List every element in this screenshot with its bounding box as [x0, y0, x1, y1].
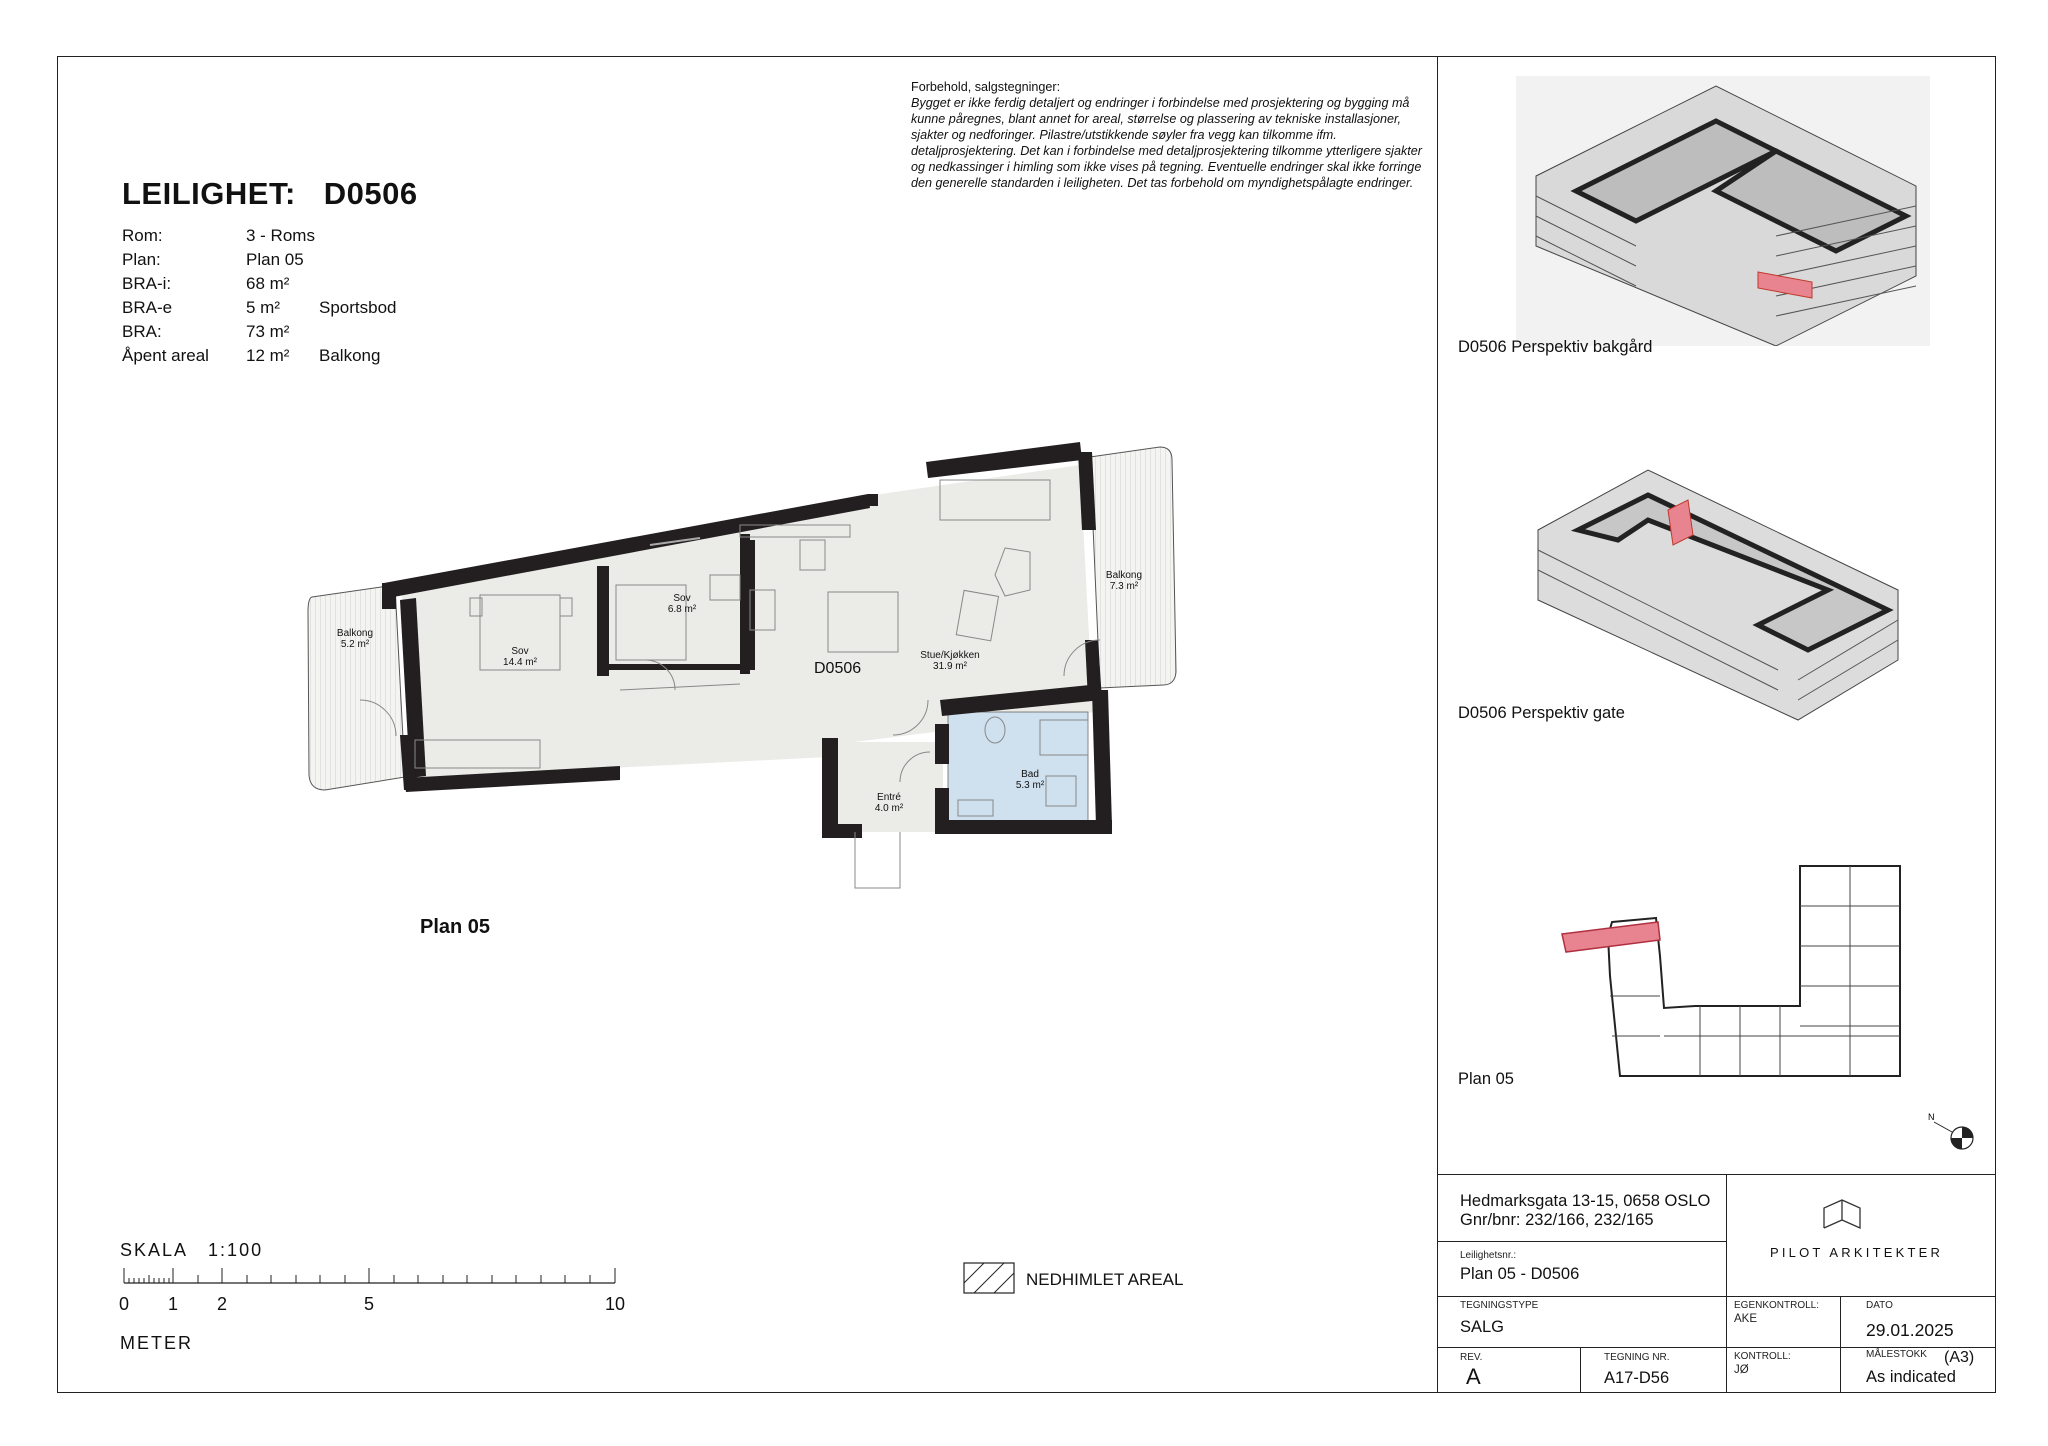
titleblock-row-1 — [1437, 1241, 1726, 1242]
tegningstype-label: TEGNINGSTYPE — [1460, 1300, 1539, 1311]
leilighetsnr-value: Plan 05 - D0506 — [1460, 1265, 1580, 1283]
kontroll-value: JØ — [1734, 1364, 1749, 1376]
right-column-divider — [1437, 56, 1438, 1393]
balcony-west — [308, 585, 405, 790]
info-value: 3 - Roms — [246, 226, 315, 245]
room-area: 31.9 m² — [933, 661, 967, 672]
scale-unit: METER — [120, 1333, 193, 1353]
room-area: 5.2 m² — [340, 639, 370, 650]
info-row — [122, 320, 397, 344]
hatch-legend-icon — [963, 1262, 1015, 1294]
info-key: Rom: — [122, 226, 163, 245]
room-area: 4.0 m² — [874, 803, 904, 814]
room-name: Entré — [877, 792, 901, 803]
titleblock-date-divider — [1840, 1296, 1841, 1393]
legend-label: NEDHIMLET AREAL — [1026, 1270, 1184, 1289]
room-name: Bad — [1021, 769, 1039, 780]
key-plan-image — [1560, 856, 1910, 1088]
room-area: 6.8 m² — [667, 604, 697, 615]
info-key: BRA: — [122, 322, 162, 341]
info-extra: Balkong — [319, 346, 381, 365]
room-name: Stue/Kjøkken — [920, 650, 980, 661]
malestokk-format: (A3) — [1944, 1349, 1975, 1366]
scale-label-1: 1 — [168, 1294, 179, 1314]
scale-title: SKALA 1:100 — [120, 1240, 264, 1260]
unit-label: D0506 — [814, 660, 862, 677]
room-balkong-east — [1096, 570, 1152, 592]
floor-plan — [300, 440, 1200, 900]
balcony-east — [1090, 447, 1176, 688]
caption-gate: D0506 Perspektiv gate — [1458, 704, 1625, 722]
rev-label: REV. — [1460, 1352, 1483, 1363]
kontroll-label: KONTROLL: — [1734, 1351, 1791, 1362]
room-area: 14.4 m² — [503, 657, 537, 668]
disclaimer — [911, 79, 1431, 191]
apartment-info-table — [122, 224, 397, 368]
dato-value: 29.01.2025 — [1866, 1320, 1954, 1340]
rev-value: A — [1466, 1364, 1481, 1389]
perspective-bakgard-image — [1516, 76, 1930, 346]
svg-text:N: N — [1928, 1112, 1935, 1122]
apartment-title — [122, 176, 418, 212]
egenkontroll-value: AKE — [1734, 1313, 1758, 1325]
egenkontroll-label: EGENKONTROLL: — [1734, 1300, 1820, 1311]
info-value: Plan 05 — [246, 250, 304, 269]
info-extra: Sportsbod — [319, 298, 397, 317]
titleblock-rev-divider — [1580, 1347, 1581, 1393]
perspective-gate-image — [1528, 460, 1928, 730]
info-row — [122, 224, 397, 248]
caption-key-plan: Plan 05 — [1458, 1070, 1514, 1088]
room-balkong-west — [327, 628, 383, 650]
scale-label-0: 0 — [119, 1294, 130, 1314]
tegningstype-value: SALG — [1460, 1318, 1505, 1336]
entre-floor — [835, 742, 943, 832]
info-value: 12 m² — [246, 346, 290, 365]
plan-label: Plan 05 — [420, 916, 491, 938]
disclaimer-body: Bygget er ikke ferdig detaljert og endringer i forbindelse med prosjektering og bygging må kunne påregnes, blant annet for areal, størrelse og plassering av tekniske installasjoner, sjakter og nedforinger. Pilastre/utstikkende søyler fra vegg kan tilkomme ifm. detaljprosjektering. Det kan i forbindelse med detaljprosjektering tilkomme ytterligere sjakter og nedkassinger i himling som ikke vises på tegning. Eventuelle endringer skal ikke forringe den generelle standarden i leiligheten. Det tas forbehold om myndighetspålagte endringer. — [911, 96, 1422, 190]
dato-label: DATO — [1866, 1300, 1893, 1311]
titleblock-row-2 — [1437, 1296, 1996, 1297]
address-line-2: Gnr/bnr: 232/166, 232/165 — [1460, 1211, 1654, 1229]
info-row — [122, 344, 397, 368]
info-key: BRA-e — [122, 298, 173, 317]
address-line-1: Hedmarksgata 13-15, 0658 OSLO — [1460, 1192, 1711, 1210]
room-stue-kjokken — [910, 650, 990, 672]
room-name: Balkong — [1105, 570, 1143, 581]
info-value: 73 m² — [246, 322, 290, 341]
disclaimer-heading: Forbehold, salgstegninger: — [911, 80, 1061, 94]
caption-bakgard: D0506 Perspektiv bakgård — [1458, 338, 1653, 356]
room-entre — [864, 792, 914, 814]
room-name: Sov — [673, 593, 691, 604]
info-key: Åpent areal — [122, 346, 209, 365]
malestokk-label: MÅLESTOKK — [1866, 1349, 1927, 1360]
info-row — [122, 248, 397, 272]
info-key: BRA-i: — [122, 274, 172, 293]
room-area: 7.3 m² — [1109, 581, 1139, 592]
pilot-logo-icon — [1822, 1198, 1862, 1234]
scale-label-2: 2 — [217, 1294, 228, 1314]
room-area: 5.3 m² — [1015, 780, 1045, 791]
tegningnr-label: TEGNING NR. — [1604, 1352, 1670, 1363]
tegningnr-value: A17-D56 — [1604, 1369, 1670, 1387]
room-bad — [1005, 769, 1055, 791]
scale-bar — [118, 1266, 624, 1290]
room-name: Sov — [511, 646, 529, 657]
titleblock-divider — [1726, 1174, 1727, 1393]
info-value: 68 m² — [246, 274, 290, 293]
info-key: Plan: — [122, 250, 161, 269]
room-name: Balkong — [336, 628, 374, 639]
company-name: PILOT ARKITEKTER — [1770, 1245, 1944, 1260]
info-row — [122, 296, 397, 320]
scale-label-10: 10 — [605, 1294, 626, 1314]
title-label: LEILIGHET: — [122, 176, 296, 211]
info-value: 5 m² — [246, 298, 280, 317]
leilighetsnr-label: Leilighetsnr.: — [1460, 1250, 1517, 1261]
apartment-id: D0506 — [323, 176, 418, 211]
info-row — [122, 272, 397, 296]
north-arrow-icon — [1926, 1110, 1976, 1152]
malestokk-value: As indicated — [1866, 1368, 1956, 1386]
titleblock-top — [1437, 1174, 1996, 1175]
room-sov-2 — [652, 593, 712, 615]
scale-label-5: 5 — [364, 1294, 375, 1314]
titleblock-row-3 — [1437, 1347, 1996, 1348]
room-sov-1 — [490, 646, 550, 668]
